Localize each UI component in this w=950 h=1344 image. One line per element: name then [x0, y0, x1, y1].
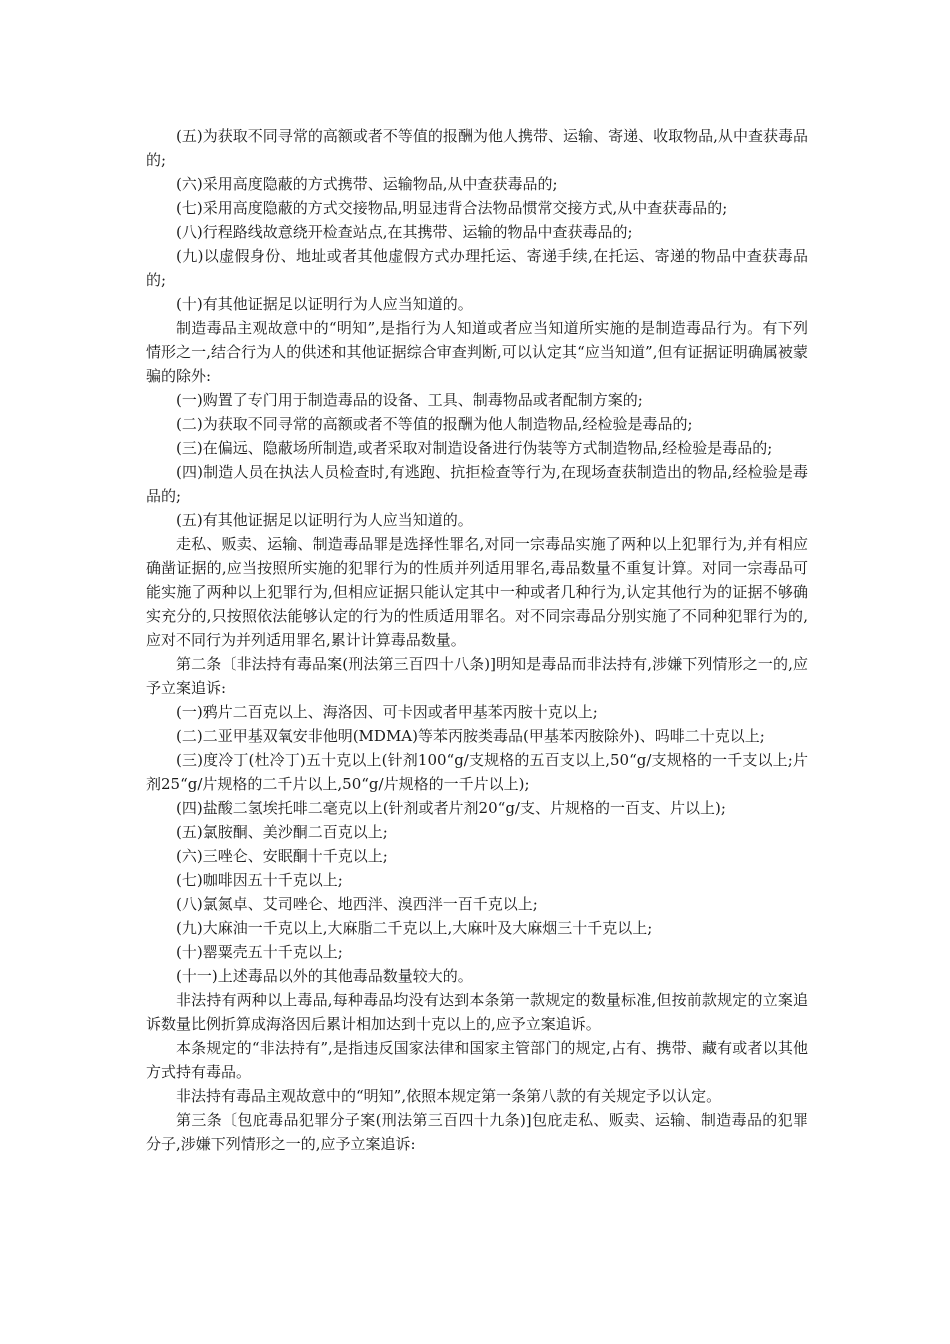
paragraph: (九)大麻油一千克以上,大麻脂二千克以上,大麻叶及大麻烟三十千克以上; [176, 919, 653, 937]
paragraph: (二)二亚甲基双氧安非他明(MDMA)等苯丙胺类毒品(甲基苯丙胺除外)、吗啡二十克以上; [176, 727, 765, 745]
paragraph: 走私、贩卖、运输、制造毒品罪是选择性罪名,对同一宗毒品实施了两种以上犯罪行为,并有相应确凿证据的,应当按照所实施的犯罪行为的性质并列适用罪名,毒品数量不重复计算。对同一宗毒品可能实施了两种以上犯罪行为,但相应证据只能认定其中一种或者几种行为,认定其他行为的证据不够确实充分的,只按照依法能够认定的行为的性质适用罪名。对不同宗毒品分别实施了不同种犯罪行为的,应对不同行为并列适用罪名,累计计算毒品数量。 [146, 535, 808, 649]
paragraph: (四)盐酸二氢埃托啡二毫克以上(针剂或者片剂20“g/支、片规格的一百支、片以上); [176, 799, 726, 817]
paragraph: 第三条〔包庇毒品犯罪分子案(刑法第三百四十九条)]包庇走私、贩卖、运输、制造毒品的犯罪分子,涉嫌下列情形之一的,应予立案追诉: [146, 1111, 808, 1153]
paragraph: 第二条〔非法持有毒品案(刑法第三百四十八条)]明知是毒品而非法持有,涉嫌下列情形之一的,应予立案追诉: [146, 655, 808, 697]
paragraph: (五)为获取不同寻常的高额或者不等值的报酬为他人携带、运输、寄递、收取物品,从中查获毒品的; [146, 127, 808, 169]
paragraph: (九)以虚假身份、地址或者其他虚假方式办理托运、寄递手续,在托运、寄递的物品中查获毒品的; [146, 247, 808, 289]
paragraph: (十)有其他证据足以证明行为人应当知道的。 [176, 295, 473, 313]
paragraph: (一)购置了专门用于制造毒品的设备、工具、制毒物品或者配制方案的; [176, 391, 643, 409]
paragraph: (八)氯氮卓、艾司唑仑、地西泮、溴西泮一百千克以上; [176, 895, 538, 913]
paragraph: (五)氯胺酮、美沙酮二百克以上; [176, 823, 388, 841]
paragraph: 本条规定的“非法持有”,是指违反国家法律和国家主管部门的规定,占有、携带、藏有或者以其他方式持有毒品。 [146, 1039, 808, 1081]
paragraph: (七)采用高度隐蔽的方式交接物品,明显违背合法物品惯常交接方式,从中查获毒品的; [176, 199, 728, 217]
paragraph: (八)行程路线故意绕开检查站点,在其携带、运输的物品中查获毒品的; [176, 223, 633, 241]
paragraph: (三)在偏远、隐蔽场所制造,或者采取对制造设备进行伪装等方式制造物品,经检验是毒品的; [176, 439, 773, 457]
paragraph: (六)三唑仑、安眠酮十千克以上; [176, 847, 388, 865]
paragraph: (二)为获取不同寻常的高额或者不等值的报酬为他人制造物品,经检验是毒品的; [176, 415, 693, 433]
paragraph: (一)鸦片二百克以上、海洛因、可卡因或者甲基苯丙胺十克以上; [176, 703, 598, 721]
paragraph: (十)罂粟壳五十千克以上; [176, 943, 343, 961]
document-page [146, 124, 808, 1156]
paragraph: 制造毒品主观故意中的“明知”,是指行为人知道或者应当知道所实施的是制造毒品行为。有下列情形之一,结合行为人的供述和其他证据综合审查判断,可以认定其“应当知道”,但有证据证明确属被蒙骗的除外: [146, 319, 808, 385]
paragraph: (七)咖啡因五十千克以上; [176, 871, 343, 889]
paragraph: (四)制造人员在执法人员检查时,有逃跑、抗拒检查等行为,在现场查获制造出的物品,经检验是毒品的; [146, 463, 808, 505]
paragraph: 非法持有毒品主观故意中的“明知”,依照本规定第一条第八款的有关规定予以认定。 [176, 1087, 722, 1105]
paragraph: (三)度冷丁(杜冷丁)五十克以上(针剂100“g/支规格的五百支以上,50“g/支规格的一千支以上;片剂25“g/片规格的二千片以上,50“g/片规格的一千片以上); [146, 751, 808, 793]
paragraph: (十一)上述毒品以外的其他毒品数量较大的。 [176, 967, 473, 985]
paragraph: (六)采用高度隐蔽的方式携带、运输物品,从中查获毒品的; [176, 175, 558, 193]
paragraph: 非法持有两种以上毒品,每种毒品均没有达到本条第一款规定的数量标准,但按前款规定的立案追诉数量比例折算成海洛因后累计相加达到十克以上的,应予立案追诉。 [146, 991, 808, 1033]
paragraph: (五)有其他证据足以证明行为人应当知道的。 [176, 511, 473, 529]
